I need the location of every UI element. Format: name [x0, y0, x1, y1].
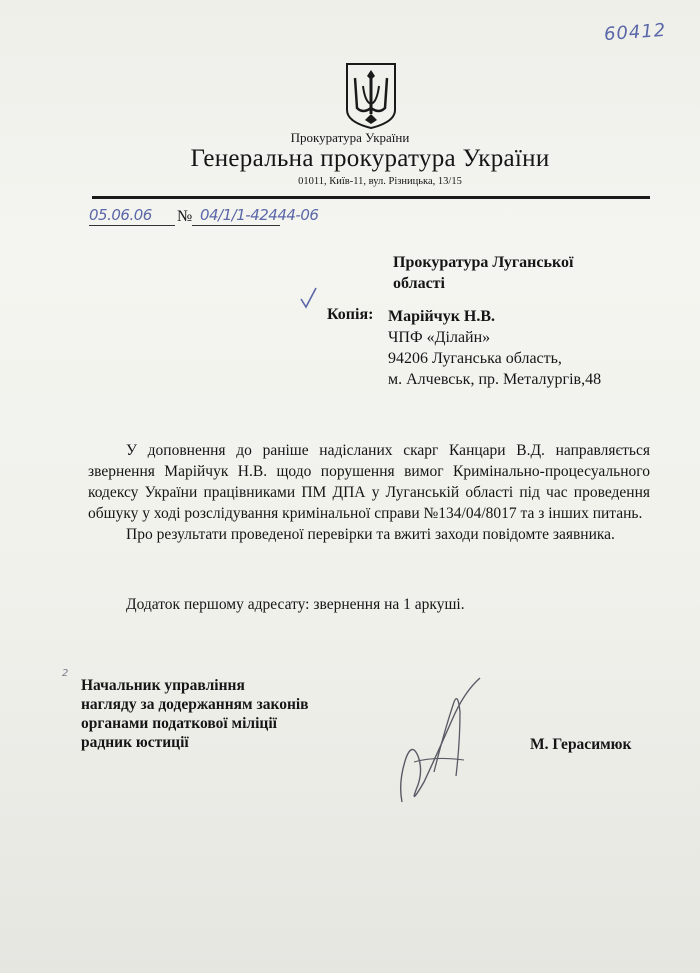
primary-recipient-line: Прокуратура Луганської — [393, 254, 574, 271]
date-underline — [89, 225, 175, 226]
org-title: Генеральна прокуратура України — [190, 145, 550, 172]
copy-recipient-line: ЧПФ «Ділайн» — [388, 329, 491, 346]
copy-recipient-line: 94206 Луганська область, — [388, 350, 562, 367]
archive-number: 60412 — [603, 19, 667, 46]
body-paragraph: Про результати проведеної перевірки та вжиті заходи повідомте заявника. — [126, 526, 615, 543]
signatory-title-line: органами податкової міліції — [81, 715, 277, 732]
trident-emblem-icon — [345, 62, 397, 130]
primary-recipient-line: області — [393, 275, 445, 292]
ref-number: 04/1/1-42444-06 — [200, 206, 319, 224]
copy-recipient-name: Марійчук Н.В. — [388, 308, 496, 325]
number-sign: № — [177, 208, 193, 225]
handwritten-signature — [394, 672, 488, 810]
ref-underline — [192, 225, 280, 226]
signatory-title-line: нагляду за додержанням законів — [81, 696, 309, 713]
margin-mark: 2 — [62, 668, 69, 679]
letter-body — [88, 440, 650, 545]
org-address: 01011, Київ-11, вул. Різницька, 13/15 — [298, 176, 462, 187]
org-small-title: Прокуратура України — [290, 130, 410, 145]
primary-recipient — [393, 252, 613, 294]
header-rule — [92, 196, 650, 199]
copy-recipient — [388, 306, 601, 390]
signatory-title-line: радник юстиції — [81, 734, 189, 751]
checkmark-icon — [298, 286, 320, 310]
signatory-title-line: Начальник управління — [81, 677, 245, 694]
body-paragraph: У доповнення до раніше надісланих скарг Канцари В.Д. направляється звернення Марійчук Н.В. щодо порушення вимог Кримінально-процесуального кодексу України працівниками ПМ ДПА у Луганській області під час проведення обшуку у ході розслідування кримінальної справи №134/04/8017 та з інших питань. — [88, 442, 650, 522]
copy-label: Копія: — [327, 306, 374, 323]
attachment-note: Додаток першому адресату: звернення на 1 аркуші. — [126, 596, 465, 613]
signatory-name: М. Герасимюк — [530, 736, 632, 753]
copy-recipient-line: м. Алчевськ, пр. Металургів,48 — [388, 371, 602, 388]
signatory-title — [81, 676, 309, 752]
letter-date: 05.06.06 — [89, 206, 152, 224]
